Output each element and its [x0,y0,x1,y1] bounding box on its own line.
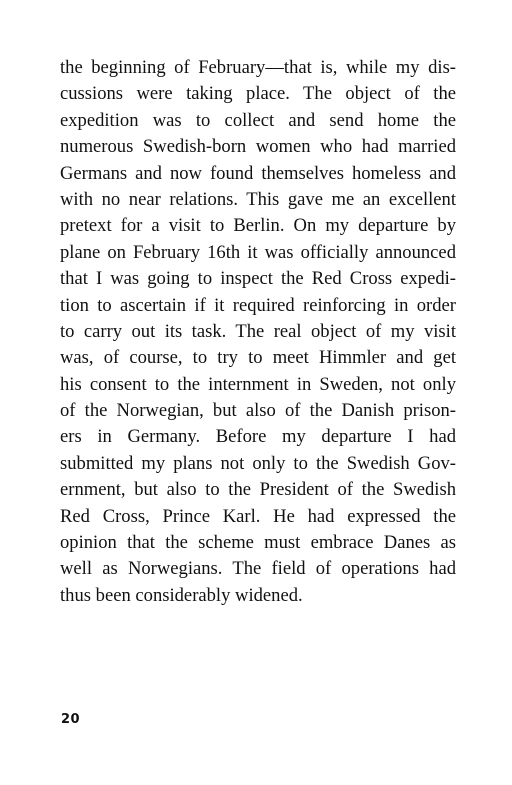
text-line: cussions were taking place. The object of the [60,83,456,105]
text-line: tion to ascertain if it required reinforcing in order [60,294,456,316]
text-line: pretext for a visit to Berlin. On my departure by [60,215,456,237]
text-line: expedition was to collect and send home the [60,109,456,131]
text-line: his consent to the internment in Sweden, not only [60,373,456,395]
text-line: well as Norwegians. The field of operations had [60,558,456,580]
text-line: was, of course, to try to meet Himmler and get [60,347,456,369]
text-line: to carry out its task. The real object of my visit [60,320,456,342]
text-line: ernment, but also to the President of the Swedish [60,479,456,501]
text-line: numerous Swedish-born women who had married [60,136,456,158]
text-line: plane on February 16th it was officially announced [60,241,456,263]
text-line: submitted my plans not only to the Swedish Gov- [60,452,456,474]
text-line: the beginning of February—that is, while my dis- [60,57,456,78]
text-line: ers in Germany. Before my departure I had [60,426,456,448]
text-line: that I was going to inspect the Red Cross expedi- [60,268,456,290]
text-line: of the Norwegian, but also of the Danish prison- [60,400,456,422]
text-line: Germans and now found themselves homeless and [60,162,456,184]
body-text [60,55,456,609]
text-line: with no near relations. This gave me an excellent [60,188,456,210]
text-line: Red Cross, Prince Karl. He had expressed the [60,505,456,527]
text-line: opinion that the scheme must embrace Danes as [60,532,456,554]
page-number: 20 [61,712,81,727]
text-line: thus been considerably widened. [60,584,303,606]
